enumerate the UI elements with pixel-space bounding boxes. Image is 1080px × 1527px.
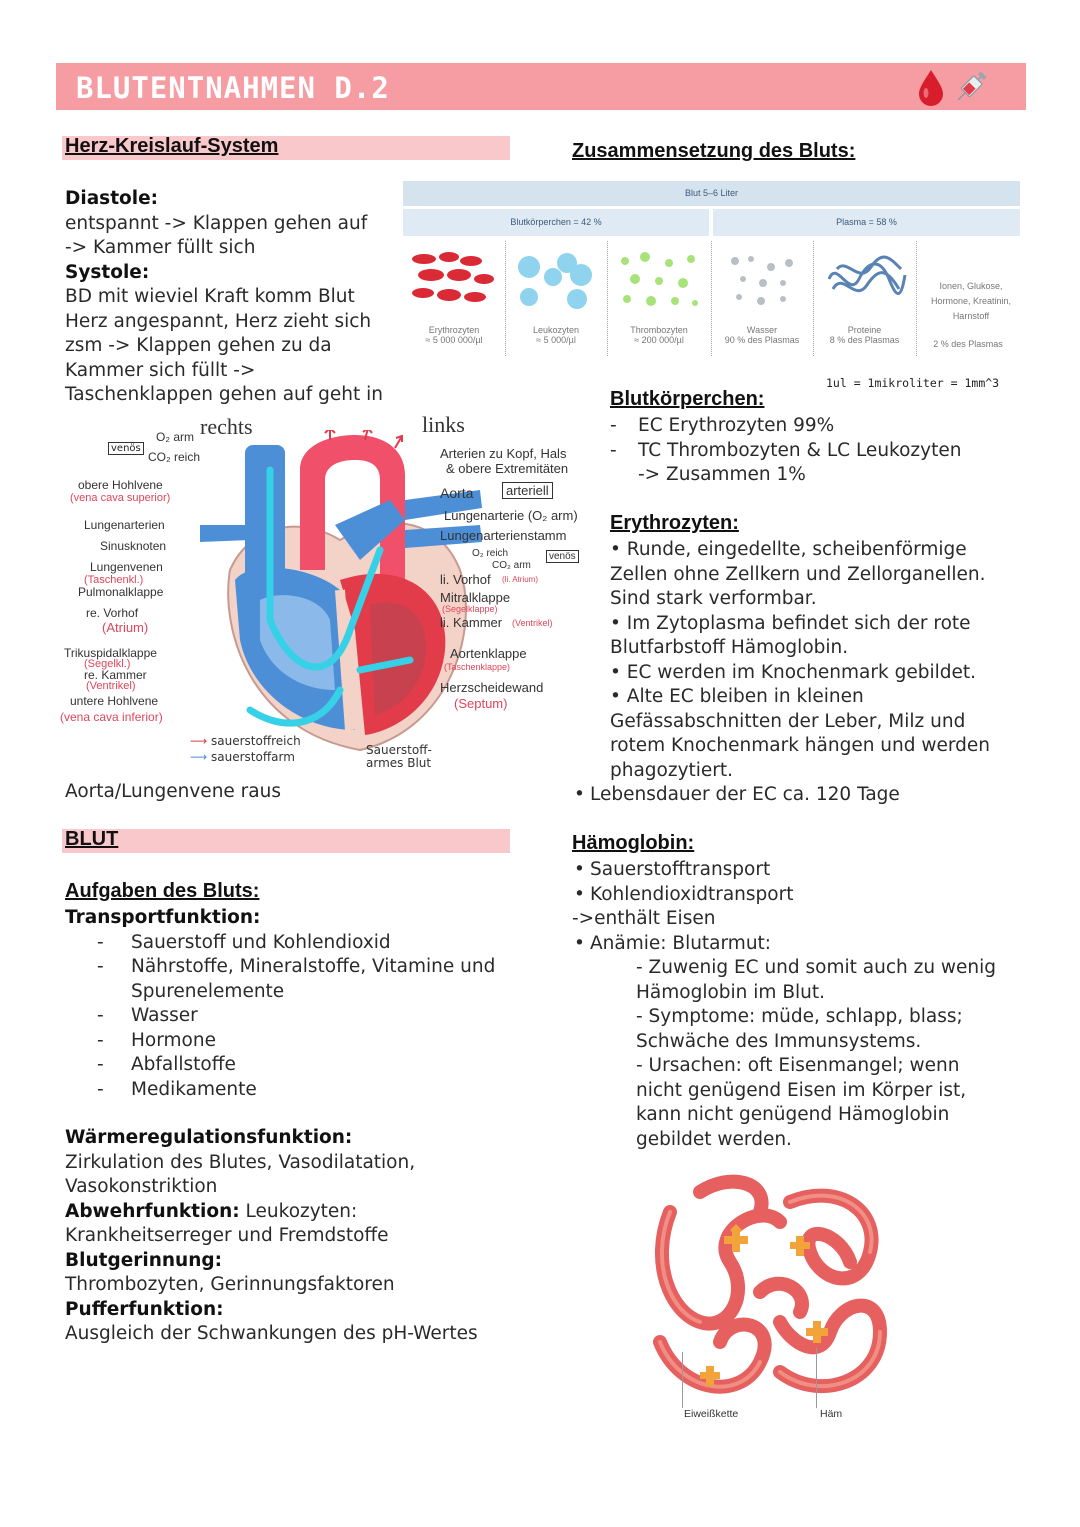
- label-arteriell: arteriell: [502, 482, 553, 499]
- erythrozyten-line: Gefässabschnitten der Leber, Milz und: [610, 710, 966, 732]
- label-venoes: venös: [108, 442, 144, 455]
- legend-red: ⟶ sauerstoffreich: [190, 734, 301, 748]
- label-taschenklappe: (Taschenklappe): [444, 662, 511, 672]
- label-untere-hohlvene: untere Hohlvene: [70, 694, 159, 708]
- haemoglobin-detail-line: - Zuwenig EC und somit auch zu wenig: [636, 957, 997, 978]
- abwehr-line: Krankheitserreger und Fremdstoffe: [65, 1225, 389, 1246]
- haemoglobin-detail-line: nicht genügend Eisen im Körper ist,: [636, 1079, 967, 1101]
- label-sinusknoten: Sinusknoten: [100, 539, 167, 553]
- haemoglobin-item: • Sauerstofftransport: [572, 858, 1032, 883]
- leukozyten-icon: [515, 251, 599, 311]
- legend-blue: ⟶ sauerstoffarm: [190, 750, 295, 764]
- transport-item: - Medikamente: [97, 1078, 257, 1100]
- haemoglobin-eisen: ->enthält Eisen: [572, 908, 716, 929]
- label-obere-hohlvene: obere Hohlvene: [78, 478, 163, 492]
- label-haem: Häm: [820, 1408, 843, 1420]
- legend-red-text: sauerstoffreich: [211, 734, 301, 748]
- label-vena-cava-inferior: (vena cava inferior): [60, 710, 163, 724]
- label-li-kammer: li. Kammer: [440, 615, 503, 630]
- label-ventrikel-re: (Ventrikel): [86, 680, 136, 692]
- label-li-atrium: (li. Atrium): [502, 575, 538, 584]
- haemoglobin-item: • Kohlendioxidtransport: [572, 883, 1032, 908]
- chain-pointer: [682, 1352, 683, 1408]
- haemoglobin-illustration: [640, 1172, 900, 1427]
- gerinnung-label: Blutgerinnung:: [65, 1249, 223, 1271]
- label-rechts: rechts: [200, 414, 253, 439]
- wasser-icon: [725, 253, 801, 309]
- haemoglobin-detail-line: - Ursachen: oft Eisenmangel; wenn: [636, 1055, 960, 1076]
- blutkoerperchen-item: - EC Erythrozyten 99%: [610, 415, 835, 436]
- heart-section-text: [65, 187, 415, 408]
- proteine-icon: [823, 255, 909, 303]
- waerme-line: Zirkulation des Blutes, Vasodilatation,: [65, 1151, 416, 1173]
- transport-item: - Nährstoffe, Mineralstoffe, Vitamine und: [97, 956, 496, 977]
- label-o2-arm: O₂ arm: [156, 430, 194, 444]
- header-banner: [56, 63, 1026, 110]
- thrombozyten-caption: Thrombozyten ≈ 200 000/µl: [630, 325, 688, 345]
- composition-left-group: [403, 209, 709, 236]
- blood-drop-icon: [914, 67, 948, 107]
- ionen-label: Ionen, Glukose, Hormone, Kreatinin, Harnstoff: [930, 281, 1012, 321]
- erythrozyten-icon: [409, 249, 499, 309]
- blut-section-title: BLUT: [65, 828, 119, 850]
- label-pulmonalklappe: Pulmonalklappe: [78, 585, 164, 599]
- leukozyten-caption: Leukozyten ≈ 5 000/µl: [532, 325, 580, 345]
- unit-note: 1ul = 1mikroliter = 1mm^3: [826, 376, 1000, 390]
- haem-pointer: [816, 1348, 817, 1408]
- transport-label: Transportfunktion:: [65, 907, 261, 928]
- haemoglobin-detail-line: gebildet werden.: [636, 1128, 792, 1150]
- left-group-label: Blutkörperchen = 42 %: [510, 217, 602, 227]
- label-segelkl: (Segelkl.): [84, 658, 131, 670]
- transport-item: - Wasser: [97, 1005, 198, 1026]
- label-sauerstoffarmes-blut: Sauerstoff- armes Blut: [366, 743, 432, 770]
- haemoglobin-detail-line: kann nicht genügend Hämoglobin: [636, 1104, 950, 1125]
- erythrozyten-line: Zellen ohne Zellkern und Zellorganellen.: [610, 563, 986, 585]
- transport-item: - Abfallstoffe: [97, 1054, 236, 1075]
- blutkoerperchen-title: Blutkörperchen:: [610, 388, 765, 410]
- label-aortenklappe: Aortenklappe: [450, 646, 527, 661]
- blutkoerperchen-item: -> Zusammen 1%: [638, 464, 806, 485]
- label-eiweisskette: Eiweißkette: [684, 1408, 739, 1420]
- blut-funktionen: [65, 1126, 525, 1347]
- systole-line: Kammer sich füllt ->: [65, 359, 256, 381]
- erythrozyten-title: Erythrozyten:: [610, 512, 739, 534]
- erythrozyten-line: rotem Knochenmark hängen und werden: [610, 735, 991, 756]
- label-lungenarterien: Lungenarterien: [84, 518, 165, 532]
- label-lungenarterienstamm: Lungenarterienstamm: [440, 528, 567, 543]
- proteine-caption: Proteine 8 % des Plasmas: [829, 325, 900, 345]
- heart-section-title: Herz-Kreislauf-System: [65, 135, 279, 157]
- systole-label: Systole:: [65, 261, 150, 283]
- haemoglobin-title: Hämoglobin:: [572, 832, 695, 854]
- erythrozyten-line: • EC werden im Knochenmark gebildet.: [610, 661, 976, 683]
- label-septum: (Septum): [454, 696, 508, 711]
- label-aorta: Aorta: [440, 485, 474, 501]
- haemoglobin-detail-line: Schwäche des Immunsystems.: [636, 1030, 922, 1052]
- haemoglobin-details: [636, 956, 1036, 1152]
- systole-line: Taschenklappen gehen auf geht in: [65, 384, 384, 405]
- diastole-line: entspannt -> Klappen gehen auf: [65, 212, 368, 234]
- diastole-label: Diastole:: [65, 188, 159, 209]
- erythrozyten-caption: Erythrozyten ≈ 5 000 000/µl: [425, 325, 483, 345]
- label-mitralklappe: Mitralklappe: [440, 590, 511, 605]
- label-herzscheidewand: Herzscheidewand: [440, 680, 544, 695]
- label-co2-arm: CO₂ arm: [492, 560, 531, 571]
- transport-item: - Hormone: [97, 1029, 216, 1051]
- erythrozyten-line: • Im Zytoplasma befindet sich der rote: [610, 612, 971, 634]
- label-ventrikel-li: (Ventrikel): [512, 618, 553, 628]
- aufgaben-title: Aufgaben des Bluts:: [65, 880, 260, 902]
- abwehr-label: Abwehrfunktion:: [65, 1200, 240, 1222]
- systole-line: Herz angespannt, Herz zieht sich: [65, 310, 372, 332]
- puffer-label: Pufferfunktion:: [65, 1298, 224, 1320]
- composition-top-bar: [403, 181, 1020, 206]
- haemoglobin-detail-line: Hämoglobin im Blut.: [636, 981, 826, 1003]
- erythrozyten-line: phagozytiert.: [610, 759, 734, 781]
- erythrozyten-line: Sind stark verformbar.: [610, 588, 817, 609]
- transport-item: Spurenelemente: [131, 980, 285, 1002]
- waerme-line: Vasokonstriktion: [65, 1176, 218, 1197]
- gerinnung-line: Thrombozyten, Gerinnungsfaktoren: [65, 1274, 395, 1295]
- label-taschenkl: (Taschenkl.): [84, 574, 144, 586]
- label-segelklappe: (Segelklappe): [442, 604, 498, 614]
- label-li-vorhof: li. Vorhof: [440, 572, 491, 587]
- haemoglobin-text: [572, 858, 1032, 956]
- label-re-vorhof: re. Vorhof: [86, 606, 139, 620]
- ionen-caption: 2 % des Plasmas: [933, 339, 1003, 349]
- label-re-kammer: re. Kammer: [84, 668, 147, 682]
- heart-diagram: [60, 410, 600, 780]
- transport-item: - Sauerstoff und Kohlendioxid: [97, 931, 391, 953]
- erythrozyten-line: Blutfarbstoff Hämoglobin.: [610, 637, 849, 658]
- blut-aufgaben: [65, 906, 525, 1102]
- label-arterien-kopf: Arterien zu Kopf, Hals: [440, 446, 567, 461]
- thrombozyten-icon: [615, 251, 701, 311]
- haemoglobin-molecule-icon: [640, 1172, 900, 1407]
- label-trikuspidalklappe: Trikuspidalklappe: [64, 646, 157, 660]
- label-lungenvenen: Lungenvenen: [90, 560, 163, 574]
- composition-top-label: Blut 5–6 Liter: [684, 188, 739, 198]
- label-co2-reich: CO₂ reich: [148, 450, 201, 464]
- blutkoerperchen-item: - TC Thrombozyten & LC Leukozyten: [610, 439, 962, 461]
- syringe-icon: [951, 67, 991, 107]
- composition-right-group: [713, 209, 1020, 236]
- label-venoes-right: venös: [546, 550, 579, 563]
- legend-blue-text: sauerstoffarm: [211, 750, 295, 764]
- haemoglobin-anaemie: • Anämie: Blutarmut:: [572, 932, 1032, 957]
- blutkoerperchen-list: [610, 414, 1030, 488]
- abwehr-inline: Leukozyten:: [245, 1200, 358, 1222]
- label-atrium: (Atrium): [102, 620, 149, 635]
- page-title: BLUTENTNAHMEN D.2: [76, 71, 390, 105]
- label-obere-extremitaeten: & obere Extremitäten: [446, 461, 569, 476]
- composition-figure: [403, 181, 1020, 357]
- composition-title: Zusammensetzung des Bluts:: [572, 140, 856, 162]
- systole-line: BD mit wieviel Kraft komm Blut: [65, 286, 355, 307]
- heart-section-after: Aorta/Lungenvene raus: [65, 781, 281, 802]
- label-lungenarterie: Lungenarterie (O₂ arm): [444, 508, 578, 523]
- haemoglobin-detail-line: - Symptome: müde, schlapp, blass;: [636, 1006, 963, 1027]
- diastole-line: -> Kammer füllt sich: [65, 237, 256, 258]
- label-vena-cava-superior: (vena cava superior): [70, 492, 171, 504]
- wasser-caption: Wasser 90 % des Plasmas: [724, 325, 800, 345]
- blut-section-bar: [62, 829, 510, 853]
- erythrozyten-text: [610, 538, 1030, 783]
- puffer-line: Ausgleich der Schwankungen des pH-Wertes: [65, 1323, 478, 1344]
- erythrozyten-lifespan: • Lebensdauer der EC ca. 120 Tage: [572, 783, 1080, 808]
- label-links: links: [422, 412, 465, 437]
- waerme-label: Wärmeregulationsfunktion:: [65, 1127, 353, 1148]
- erythrozyten-line: • Runde, eingedellte, scheibenförmige: [610, 539, 967, 560]
- label-o2-reich: O₂ reich: [472, 548, 509, 559]
- systole-line: zsm -> Klappen gehen zu da: [65, 335, 332, 356]
- erythrozyten-line: • Alte EC bleiben in kleinen: [610, 686, 864, 707]
- right-group-label: Plasma = 58 %: [836, 217, 897, 227]
